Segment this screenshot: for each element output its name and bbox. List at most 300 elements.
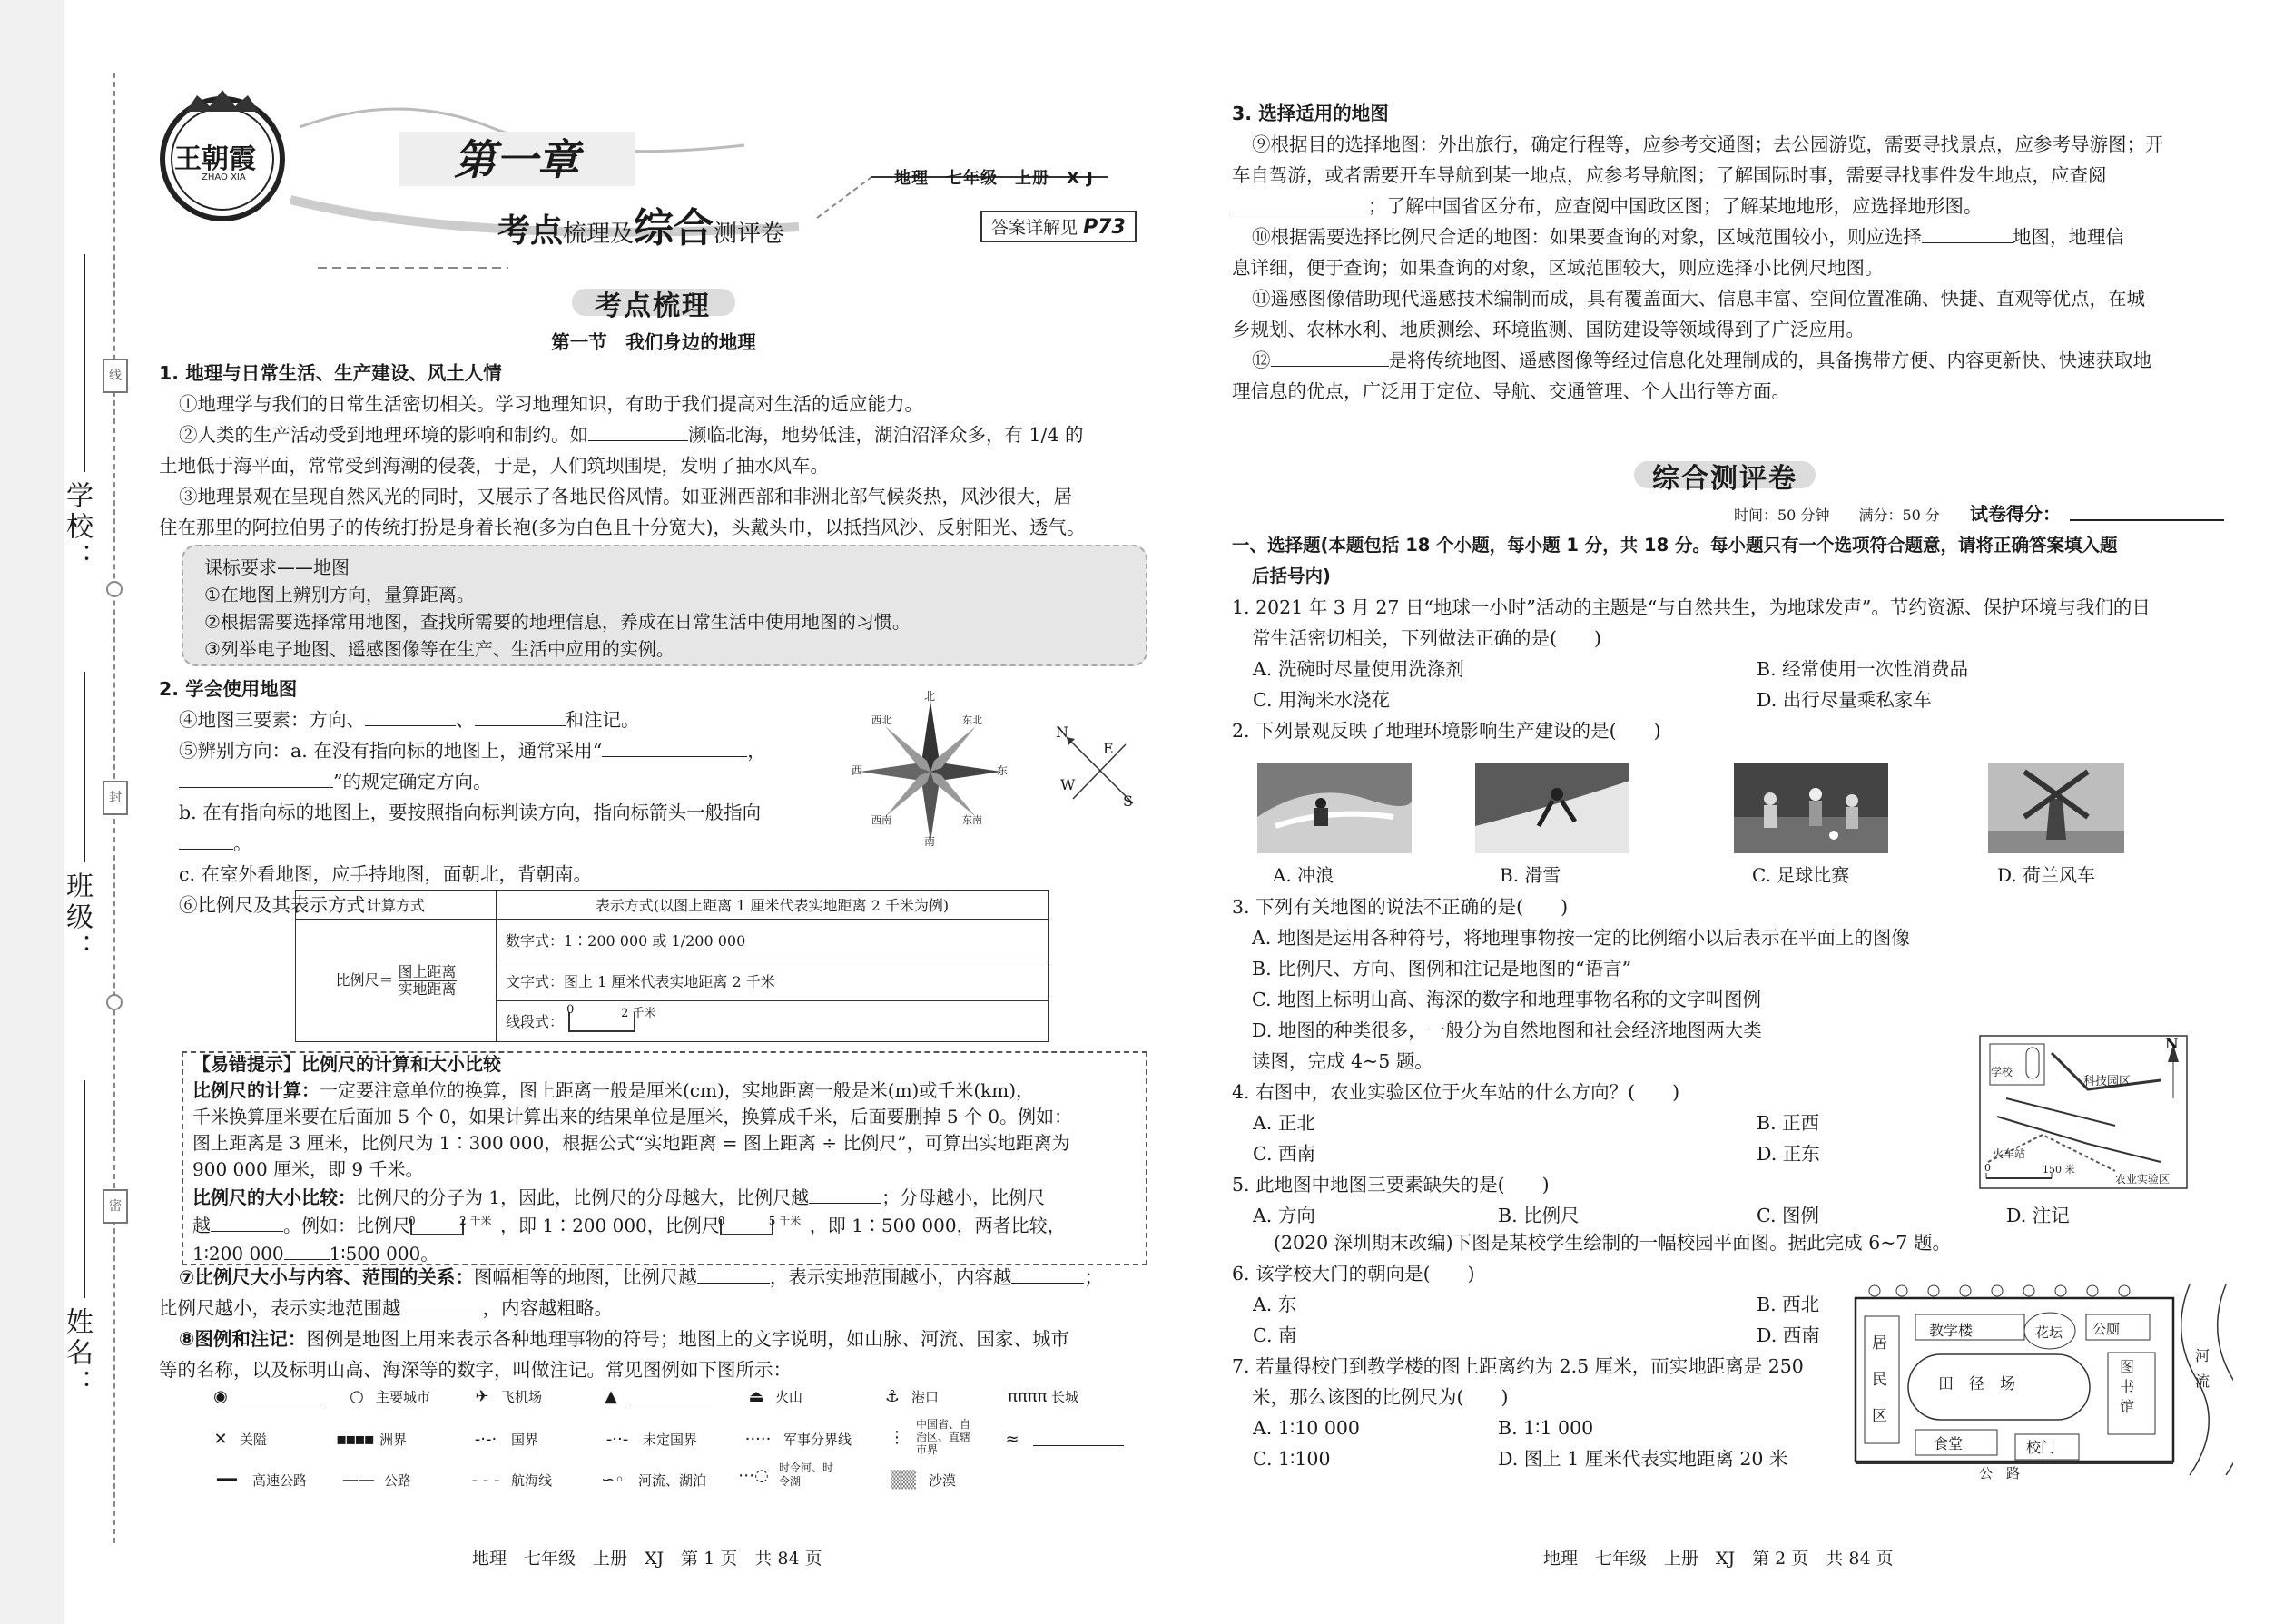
legend-expressway [209, 1471, 307, 1490]
heading: 2. 学会使用地图 [159, 678, 298, 700]
option-b[interactable]: B. 西北 [1757, 1294, 1820, 1315]
option-b[interactable]: B. 正西 [1757, 1112, 1820, 1134]
text: 2 千米 [459, 1214, 492, 1227]
fill-blank[interactable] [240, 1390, 321, 1403]
legend-port [881, 1387, 939, 1406]
answer-ref-text: 答案详解见 [991, 218, 1078, 238]
option-a[interactable]: A. 地图是运用各种符号，将地理事物按一定的比例缩小以后表示在平面上的图像 [1252, 927, 1910, 949]
option-c[interactable]: C. 西南 [1253, 1143, 1315, 1165]
legend-military [740, 1430, 852, 1449]
question: 1. 2021 年 3 月 27 日“地球一小时”活动的主题是“与自然共生，为地球发声”。节约资源、保护环境与我们的日 [1232, 596, 2151, 618]
curriculum-item: ①在地图上辨别方向，量算距离。 [204, 584, 475, 605]
table-header: 表示方式(以图上距离 1 厘米代表实地距离 2 千米为例) [497, 891, 1049, 920]
compass-e: 东 [997, 764, 1009, 777]
small-compass-n: N [1056, 723, 1068, 741]
text: 0 [566, 1003, 575, 1018]
text: ；了解中国省区分布，应查阅中国政区图；了解某地地形，应选择地形图。 [1368, 195, 1983, 217]
text: ⑦比例尺大小与内容、范围的关系： [179, 1266, 474, 1288]
paragraph [159, 419, 1148, 450]
fill-blank[interactable] [1271, 346, 1389, 367]
right-column-top [1232, 98, 2230, 407]
legend-border [468, 1430, 538, 1449]
text: 、 [456, 709, 475, 731]
question: 6. 该学校大门的朝向是( ) [1232, 1263, 1475, 1284]
legend-label: 长城 [1051, 1389, 1079, 1405]
legend-river-symbol [999, 1430, 1124, 1449]
campus-teach: 教学楼 [1929, 1322, 1974, 1339]
part-heading: 后括号内) [1252, 566, 1331, 586]
campus-library: 图书馆 [2120, 1358, 2135, 1415]
text: 图例是地图上用来表示各种地理事物的符号；地图上的文字说明，如山脉、河流、国家、城市 [306, 1328, 1069, 1350]
school-label: 学校： [61, 481, 93, 574]
campus-canteen: 食堂 [1934, 1435, 1964, 1452]
photo-skiing [1475, 763, 1629, 853]
campus-toilet: 公厕 [2092, 1321, 2121, 1337]
part-heading: 一、选择题(本题包括 18 个小题，每小题 1 分，共 18 分。每小题只有一个选项符合题意，请将正确答案填入题 [1232, 535, 2118, 556]
answer-ref-page: P73 [1083, 216, 1126, 239]
table-cell: 数字式：1∶200 000 或 1/200 000 [497, 920, 1049, 960]
heading: 1. 地理与日常生活、生产建设、风土人情 [159, 362, 502, 384]
seal-char-seal: 封 [103, 781, 128, 815]
compass-nw: 西北 [871, 714, 891, 726]
fill-blank[interactable] [1011, 1263, 1084, 1284]
paragraph [159, 735, 849, 766]
binding-strip [0, 0, 64, 1624]
instruction: (2020 深圳期末改编)下图是某校学生绘制的一幅校园平面图。据此完成 6~7 题。 [1274, 1232, 1951, 1254]
q1-options [1232, 654, 2233, 746]
ring-icon [106, 581, 123, 597]
legend-continent [336, 1430, 407, 1449]
map-north: N [2165, 1035, 2179, 1052]
paragraph: c. 在室外看地图，应手持地图，面朝北，背朝南。 [179, 863, 593, 885]
fill-blank[interactable] [602, 736, 747, 757]
class-field[interactable] [84, 672, 85, 862]
map-label-tech: 科技园区 [2083, 1075, 2132, 1088]
continent-line-icon: ▪▪▪▪ [336, 1430, 373, 1449]
text: ，即 1∶200 000，比例尺 [500, 1215, 720, 1236]
text: 线段式： [506, 1012, 565, 1030]
option-b[interactable]: B. 1∶1 000 [1498, 1417, 1594, 1439]
options-row [1253, 1107, 1997, 1138]
legend-label: 军事分界线 [783, 1432, 852, 1448]
city-icon: ○ [350, 1387, 364, 1406]
border-line-icon: -·-· [474, 1430, 497, 1449]
paragraph: ⑪遥感图像借助现代遥感技术编制而成，具有覆盖面大、信息丰富、空间位置准确、快捷、直观等优点，在城 [1252, 288, 2145, 310]
line-scale [566, 1003, 656, 1032]
legend-label: 河流、湖泊 [638, 1472, 707, 1489]
province-line-icon: ⋮ [889, 1427, 905, 1447]
campus-field: 田 径 场 [1938, 1375, 2015, 1393]
anchor-icon: ⚓ [884, 1387, 901, 1406]
fill-blank[interactable] [284, 1239, 330, 1260]
table-cell [497, 1001, 1049, 1042]
sea-route-icon: - - - [471, 1471, 500, 1490]
footer-left: 地理 七年级 上册 XJ 第 1 页 共 84 页 [472, 1549, 822, 1569]
seasonal-river-icon: ⋯◌ [738, 1465, 769, 1485]
compass-sw: 西南 [871, 814, 891, 826]
option-c[interactable]: C. 1∶100 [1253, 1448, 1331, 1470]
paragraph [159, 828, 849, 859]
text: 比例尺的计算： [192, 1079, 320, 1101]
option-a[interactable]: A. 洗碗时尽量使用洗涤剂 [1253, 658, 1464, 680]
options-row [1253, 1412, 1888, 1443]
campus-road: 公 路 [1979, 1465, 2021, 1481]
text: 2 千米 [621, 1007, 656, 1021]
option-d[interactable]: D. 出行尽量乘私家车 [1757, 689, 1932, 711]
text: ，即 1∶500 000，两者比较， [809, 1215, 1066, 1236]
paragraph: 车自驾游，或者需要开车导航到某一地点，应参考导航图；了解国际时事，需要寻找事件发生地点，应查阅 [1232, 164, 2107, 186]
exam-meta: 时间：50 分钟 满分：50 分 [1734, 507, 1940, 524]
text: ⑫ [1252, 349, 1271, 371]
fill-blank[interactable] [401, 1294, 483, 1314]
map-farm [1979, 1035, 2188, 1189]
river-sym-icon: ≈ [1005, 1430, 1019, 1449]
fill-blank[interactable] [630, 1390, 712, 1403]
airport-icon: ✈ [475, 1387, 489, 1406]
dotted-line-icon: ····· [744, 1430, 772, 1449]
campus-garden: 花坛 [2035, 1324, 2063, 1341]
paragraph: ③地理景观在呈现自然风光的同时，又展示了各地民俗风情。如亚洲西部和非洲北部气候炎热，风沙很大，居 [179, 486, 1072, 507]
fill-blank[interactable] [809, 1183, 881, 1204]
question: 3. 下列有关地图的说法不正确的是( ) [1232, 896, 1569, 918]
table-header: 计算方式 [296, 891, 497, 920]
legend-label: 火山 [775, 1389, 803, 1405]
curriculum-item: ②根据需要选择常用地图，查找所需要的地理信息，养成在日常生活中使用地图的习惯。 [204, 611, 911, 633]
text: 是将传统地图、遥感图像等经过信息化处理制成的，具备携带方便、内容更新快、快速获取地 [1388, 349, 2151, 371]
fill-blank[interactable] [1232, 192, 1368, 212]
peak-icon: ▲ [605, 1387, 617, 1406]
text: 越 [192, 1215, 211, 1236]
text: 比例尺的大小比较： [192, 1186, 356, 1208]
fill-blank[interactable] [1033, 1432, 1124, 1446]
text: ；分母越小，比例尺 [881, 1186, 1046, 1208]
legend-label: 时令河、时令湖 [779, 1462, 834, 1488]
map-scale-zero: 0 [1984, 1162, 1991, 1174]
question: 米，那么该图的比例尺为( ) [1252, 1386, 1509, 1408]
text: 图幅相等的地图，比例尺越 [473, 1266, 697, 1288]
paragraph: 息详细，便于查询；如果查询的对象，区域范围较大，则应选择小比例尺地图。 [1232, 257, 1884, 279]
text: ， [747, 740, 766, 762]
legend-desert [885, 1471, 956, 1490]
legend-road [340, 1471, 411, 1490]
score-label: 试卷得分： [1970, 503, 2061, 525]
curriculum-title: 课标要求——地图 [204, 556, 350, 578]
text: 和注记。 [565, 709, 640, 731]
campus-gate: 校门 [2026, 1439, 2056, 1456]
legend-airport [470, 1387, 542, 1406]
q7-block [1232, 1351, 1867, 1412]
ring-icon [106, 994, 123, 1010]
options-row [1253, 1320, 1888, 1351]
footer-right: 地理 七年级 上册 XJ 第 2 页 共 84 页 [1543, 1549, 1894, 1569]
formula-lhs: 比例尺＝ [335, 970, 394, 989]
text: b. 在有指向标的地图上，要按照指向标判读方向，指向标箭头一般指向 [179, 802, 762, 823]
legend-label: 国界 [511, 1432, 539, 1448]
name-field[interactable] [84, 1080, 85, 1298]
option-a[interactable]: A. 1∶10 000 [1253, 1417, 1360, 1439]
text: 0 [717, 1214, 725, 1227]
legend-capital [209, 1387, 321, 1406]
paragraph: 等的名称，以及标明山高、海深等的数字，叫做注记。常见图例如下图所示： [159, 1359, 792, 1381]
option-b[interactable]: B. 比例尺 [1498, 1205, 1580, 1226]
small-compass-w: W [1060, 776, 1076, 793]
score-field[interactable] [2070, 519, 2224, 521]
paragraph [1232, 191, 2230, 221]
formula-numerator: 图上距离 [398, 962, 457, 980]
legend-label: 洲界 [379, 1432, 408, 1448]
paragraph [1232, 345, 2230, 376]
text: ，内容越粗略。 [482, 1297, 613, 1319]
campus-res-2: 民 [1872, 1371, 1887, 1389]
campus-river: 河流 [2195, 1347, 2210, 1390]
paragraph: ①地理学与我们的日常生活密切相关。学习地理知识，有助于我们提高对生活的适应能力。 [179, 393, 923, 415]
fill-blank[interactable] [179, 829, 233, 850]
line-scale [717, 1214, 802, 1235]
text: ②人类的生产活动受到地理环境的影响和制约。如 [179, 424, 588, 446]
text: 。例如：比例尺 [283, 1215, 410, 1236]
paragraph: 住在那里的阿拉伯男子的传统打扮是身着长袍(多为白色且十分宽大)，头戴头巾，以抵挡风沙、反射阳光、透气。 [159, 517, 1086, 538]
small-compass-e: E [1103, 740, 1114, 757]
text: 比例尺的分子为 1，因此，比例尺的分母越大，比例尺越 [356, 1186, 810, 1208]
paragraph [159, 766, 849, 797]
desert-icon: ▒▒ [891, 1471, 916, 1490]
paragraph [159, 1293, 1148, 1324]
tip-line [192, 1183, 1141, 1211]
q1-options-row [1253, 654, 2233, 684]
fill-blank[interactable] [179, 767, 333, 788]
seal-char-secret: 密 [103, 1189, 128, 1224]
option-a[interactable]: A. 东 [1253, 1294, 1297, 1315]
options-row [1253, 1200, 1997, 1231]
paper-title [497, 195, 784, 253]
compass-rose [840, 685, 1021, 858]
campus-res-1: 居 [1872, 1334, 1887, 1353]
campus-res-3: 区 [1872, 1407, 1887, 1425]
q1-options-row [1253, 684, 2233, 715]
paragraph: 乡规划、农林水利、地质测绘、环境监测、国防建设等领域得到了广泛应用。 [1232, 319, 1865, 340]
great-wall-icon: ππππ [1008, 1387, 1048, 1406]
left-column [159, 327, 1148, 574]
section-title-points: 考点梳理 [595, 290, 711, 322]
name-label: 姓名： [61, 1307, 93, 1400]
legend-pass [209, 1430, 267, 1449]
legend-mountain [599, 1387, 712, 1406]
tip-line: 千米换算厘米要在后面加 5 个 0，如果计算出来的结果单位是厘米，换算成千米，后面要删掉 5 个 0。例如： [192, 1106, 1073, 1127]
map-scale-150: 150 米 [2043, 1164, 2075, 1176]
section-title-test: 综合测评卷 [1652, 463, 1797, 495]
brand-small: ZHAO XIA [202, 172, 246, 182]
text: ⑧图例和注记： [179, 1328, 307, 1350]
question: 2. 下列景观反映了地理环境影响生产建设的是( ) [1232, 720, 1661, 742]
option-a[interactable]: A. 冲浪 [1273, 864, 1334, 886]
tip-line [192, 1078, 1141, 1104]
option-d[interactable]: D. 荷兰风车 [1997, 864, 2096, 886]
option-a[interactable]: A. 正北 [1253, 1112, 1315, 1134]
river-lake-icon: ∽◦ [601, 1471, 625, 1490]
seal-char-line: 线 [103, 359, 128, 393]
paragraph [159, 1324, 1148, 1354]
legend-wall [1008, 1387, 1078, 1406]
q4-options [1232, 1107, 1997, 1231]
brand-name: 王朝霞 [174, 143, 256, 175]
options-row [1253, 1443, 1888, 1474]
text: 濒临北海，地势低洼，湖泊沼泽众多，有 1/4 的 [688, 424, 1084, 446]
option-b[interactable]: B. 经常使用一次性消费品 [1757, 658, 1969, 680]
map-label-school: 学校 [1991, 1066, 2013, 1078]
option-d[interactable]: D. 注记 [2006, 1205, 2070, 1226]
q7-options [1253, 1412, 1888, 1474]
fill-blank[interactable] [697, 1263, 770, 1284]
small-compass-s: S [1123, 792, 1133, 810]
option-d[interactable]: D. 地图的种类很多，一般分为自然地图和社会经济地图两大类 [1252, 1019, 1762, 1041]
legend-label: 未定国界 [643, 1432, 698, 1448]
fill-blank[interactable] [211, 1211, 283, 1232]
option-b[interactable]: B. 滑雪 [1500, 864, 1561, 886]
title-part: 梳理及 [563, 221, 635, 248]
map-label-farm: 农业实验区 [2115, 1173, 2171, 1186]
question: 常生活密切相关，下列做法正确的是( ) [1252, 627, 1601, 649]
fill-blank[interactable] [475, 705, 566, 726]
tip-line: 图上距离是 3 厘米，比例尺为 1∶300 000，根据公式“实地距离 = 图上距离 ÷ 比例尺”，可算出实地距离为 [192, 1132, 1070, 1154]
text: 。 [233, 832, 252, 854]
pass-icon: ✕ [213, 1430, 228, 1449]
option-c[interactable]: C. 图例 [1757, 1205, 1819, 1226]
compass-se: 东南 [962, 814, 982, 826]
title-part: 测评卷 [714, 221, 785, 248]
paragraph: ⑥比例尺及其表示方式： [179, 894, 384, 916]
capital-icon: ◉ [213, 1387, 228, 1406]
legend-label: 中国省、自治区、直辖市界 [916, 1418, 971, 1456]
instruction: 读图，完成 4~5 题。 [1252, 1050, 1433, 1072]
legend-province [885, 1418, 980, 1456]
photo-football [1734, 763, 1888, 853]
legend-label: 主要城市 [376, 1389, 431, 1405]
question: 4. 右图中，农业实验区位于火车站的什么方向？( ) [1232, 1081, 1680, 1103]
chapter-title: 第一章 [454, 135, 579, 184]
paragraph [159, 797, 849, 828]
legend-river [595, 1471, 706, 1490]
compass-s: 南 [924, 835, 936, 848]
legend-label: 沙漠 [929, 1472, 957, 1489]
class-label: 班级： [61, 871, 93, 964]
text: 地图，地理信 [2013, 226, 2124, 248]
scale-table [295, 890, 1049, 1042]
paragraph [1232, 221, 2230, 252]
legend-city [345, 1387, 430, 1406]
text: ； [1084, 1266, 1103, 1288]
legend-seasonal [735, 1462, 842, 1489]
legend-text-block [159, 1262, 1148, 1385]
compass-w: 西 [852, 764, 863, 777]
legend-sea-route [468, 1471, 552, 1490]
legend-volcano [744, 1387, 802, 1406]
line-scale [409, 1214, 492, 1235]
heading: 3. 选择适用的地图 [1232, 103, 1389, 124]
tree-icon [1869, 1285, 2130, 1296]
title-part: 考点 [497, 212, 564, 250]
option-d[interactable]: D. 正东 [1757, 1143, 1820, 1165]
text: ”的规定确定方向。 [333, 771, 492, 792]
legend-undetermined [599, 1430, 697, 1449]
photo-windmill [1979, 763, 2133, 853]
tip-line [192, 1211, 1141, 1239]
legend-label: 高速公路 [252, 1472, 308, 1489]
crown-icon [186, 90, 259, 112]
text: 一定要注意单位的换算，图上距离一般是厘米(cm)，实地距离一般是米(m)或千米(km)， [320, 1079, 1035, 1101]
options-row [1253, 1138, 1997, 1169]
question: 5. 此地图中地图三要素缺失的是( ) [1232, 1174, 1550, 1196]
subsection-title: 第一节 我们身边的地理 [551, 331, 756, 353]
text: ⑩根据需要选择比例尺合适的地图：如果要查询的对象，区域范围较小，则应选择 [1252, 226, 1922, 248]
option-c[interactable]: C. 用淘米水浇花 [1253, 689, 1390, 711]
tip-content [192, 1051, 1141, 1267]
option-d[interactable]: D. 图上 1 厘米代表实地距离 20 米 [1498, 1448, 1788, 1470]
option-a[interactable]: A. 方向 [1253, 1205, 1315, 1226]
right-column-questions [1232, 530, 2230, 654]
text: ⑤辨别方向：a. 在没有指向标的地图上，通常采用“ [179, 740, 603, 762]
paragraph [159, 704, 849, 735]
text: 1∶200 000 [192, 1243, 284, 1265]
tip-line: 900 000 厘米，即 9 千米。 [192, 1158, 424, 1180]
photo-surfing [1257, 763, 1412, 853]
text: 5 千米 [768, 1214, 802, 1227]
legend-label: 飞机场 [501, 1389, 543, 1405]
curriculum-content [204, 554, 1130, 663]
map-label-station: 火车站 [1993, 1147, 2026, 1160]
map-usage-block [159, 674, 849, 920]
road-icon: —— [342, 1471, 375, 1490]
title-part: 综合 [634, 205, 714, 251]
tip-title: 【易错提示】比例尺的计算和大小比较 [192, 1053, 501, 1075]
paragraph: ⑨根据目的选择地图：外出旅行，确定行程等，应参考交通图；去公园游览，需要寻找景点，应参考导游图；开 [1252, 133, 2164, 155]
table-formula-cell [296, 920, 497, 1042]
option-d[interactable]: D. 西南 [1757, 1324, 1820, 1346]
fill-blank[interactable] [365, 705, 456, 726]
legend-label: 航海线 [511, 1472, 553, 1489]
compass-ne: 东北 [962, 714, 982, 726]
legend-label: 港口 [911, 1389, 940, 1405]
expressway-icon: ━━ [217, 1471, 237, 1490]
text: 0 [409, 1214, 416, 1227]
legend-label: 关隘 [240, 1432, 268, 1448]
table-cell: 文字式：图上 1 厘米代表实地距离 2 千米 [497, 960, 1049, 1001]
fill-blank[interactable] [1922, 222, 2013, 243]
question: 7. 若量得校门到教学楼的图上距离约为 2.5 厘米，而实地距离是 250 [1232, 1355, 1804, 1377]
formula-denominator: 实地距离 [398, 979, 457, 998]
option-b[interactable]: B. 比例尺、方向、图例和注记是地图的“语言” [1252, 958, 1632, 979]
fill-blank[interactable] [588, 420, 688, 441]
option-c[interactable]: C. 南 [1253, 1324, 1297, 1346]
option-c[interactable]: C. 足球比赛 [1752, 864, 1850, 886]
q6-options [1253, 1289, 1888, 1351]
answer-ref-box [980, 211, 1137, 242]
compass-n: 北 [924, 690, 936, 703]
text: ④地图三要素：方向、 [179, 709, 365, 731]
paragraph: 理信息的优点，广泛用于定位、导航、交通管理、个人出行等方面。 [1232, 380, 1790, 402]
school-field[interactable] [84, 254, 85, 472]
subject-tag: 地理 七年级 上册 X J [894, 169, 1094, 188]
paragraph: 土地低于海平面，常常受到海潮的侵袭，于是，人们筑坝围堤，发明了抽水风车。 [159, 455, 829, 477]
text: 比例尺越小，表示实地范围越 [159, 1297, 401, 1319]
volcano-icon: ⏏ [748, 1387, 764, 1406]
text: ，表示实地范围越小，内容越 [769, 1266, 1012, 1288]
text: 1∶500 000。 [329, 1243, 439, 1265]
legend-label: 公路 [384, 1472, 412, 1489]
options-row [1253, 1289, 1888, 1320]
paragraph [159, 1262, 1148, 1293]
curriculum-item: ③列举电子地图、遥感图像等在生产、生活中应用的实例。 [204, 638, 674, 660]
option-c[interactable]: C. 地图上标明山高、海深的数字和地理事物名称的文字叫图例 [1252, 989, 1761, 1010]
